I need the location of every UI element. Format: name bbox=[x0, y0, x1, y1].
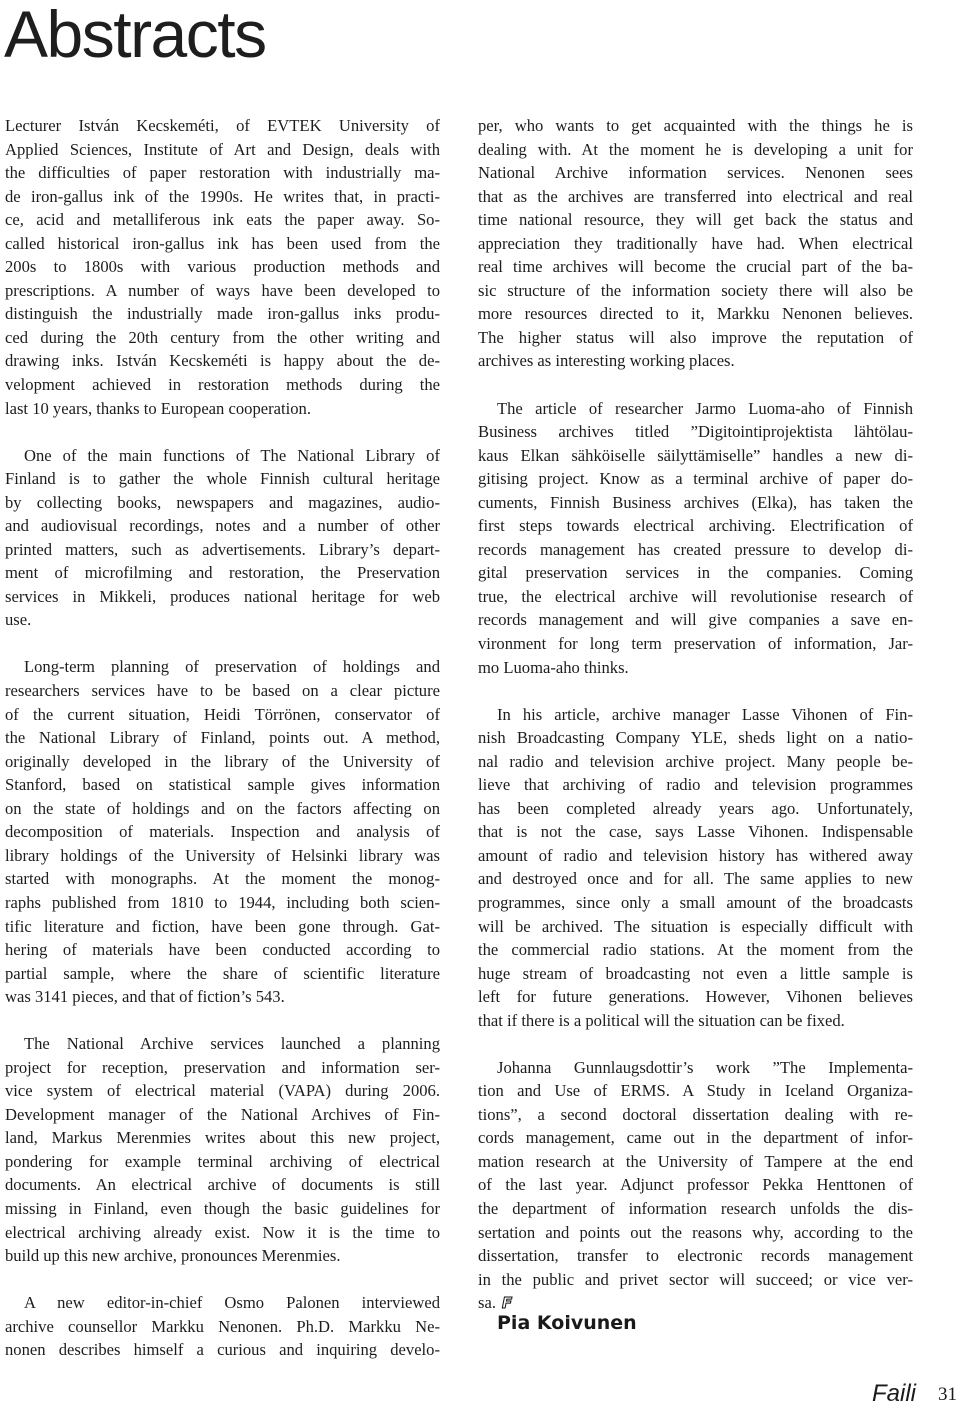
text-line: decomposition of materials. Inspection and analysis of bbox=[5, 822, 440, 842]
text-line: printed matters, such as advertisements. Library’s depart- bbox=[5, 539, 440, 559]
end-mark-icon: F bbox=[501, 1294, 513, 1313]
text-line: and audiovisual recordings, notes and a number of other bbox=[5, 516, 440, 536]
text-line: build up this new archive, pronounces Merenmies. bbox=[5, 1246, 341, 1266]
text-line: time national resource, they will get back the status and bbox=[478, 210, 913, 230]
text-line: velopment achieved in restoration methods during the bbox=[5, 375, 440, 395]
text-line: real time archives will become the crucial part of the ba- bbox=[478, 257, 913, 277]
text-line: de iron-gallus ink of the 1990s. He writes that, in practi- bbox=[5, 186, 440, 206]
text-line: Long-term planning of preservation of holdings and bbox=[24, 657, 440, 677]
text-line: dissertation, transfer to electronic records management bbox=[478, 1246, 913, 1266]
text-line: gital preservation services in the companies. Coming bbox=[478, 563, 913, 583]
text-line: The article of researcher Jarmo Luoma-aho of Finnish bbox=[497, 398, 913, 418]
text-line: land, Markus Merenmies writes about this new project, bbox=[5, 1128, 440, 1148]
text-line: The National Archive services launched a planning bbox=[24, 1034, 440, 1054]
text-line: A new editor-in-chief Osmo Palonen interviewed bbox=[24, 1293, 440, 1313]
abstract-paragraph bbox=[478, 397, 913, 680]
text-line: true, the electrical archive will revolutionise research of bbox=[478, 586, 913, 606]
abstract-paragraph bbox=[478, 114, 913, 373]
text-line: prescriptions. A number of ways have been developed to bbox=[5, 280, 440, 300]
text-line: that as the archives are transferred into electrical and real bbox=[478, 186, 913, 206]
text-line: cords management, came out in the department of infor- bbox=[478, 1128, 913, 1148]
text-line: archives as interesting working places. bbox=[478, 351, 735, 371]
text-line: drawing inks. István Kecskeméti is happy about the de- bbox=[5, 351, 440, 371]
text-line: was 3141 pieces, and that of fiction’s 543. bbox=[5, 987, 285, 1007]
text-line: archive counsellor Markku Nenonen. Ph.D. Markku Ne- bbox=[5, 1316, 440, 1336]
text-line: distinguish the industrially made iron-gallus inks produ- bbox=[5, 304, 440, 324]
text-line: more resources directed to it, Markku Nenonen believes. bbox=[478, 304, 913, 324]
text-line: the difficulties of paper restoration with industrially ma- bbox=[5, 163, 440, 183]
text-line: pondering for example terminal archiving of electrical bbox=[5, 1151, 440, 1171]
author-name: Pia Koivunen bbox=[497, 1312, 637, 1334]
text-line: that is not the case, says Lasse Vihonen. Indispensable bbox=[478, 822, 913, 842]
abstract-paragraph bbox=[5, 114, 440, 420]
text-line: researchers services have to be based on a clear picture bbox=[5, 681, 440, 701]
text-line: started with monographs. At the moment the monog- bbox=[5, 869, 440, 889]
text-line: records management and will give companies a save en- bbox=[478, 610, 913, 630]
text-line: vice system of electrical material (VAPA) during 2006. bbox=[5, 1081, 440, 1101]
text-line: project for reception, preservation and information ser- bbox=[5, 1057, 440, 1077]
abstract-paragraph bbox=[478, 703, 913, 1033]
page-title: Abstracts bbox=[4, 0, 266, 71]
text-line: Applied Sciences, Institute of Art and Design, deals with bbox=[5, 139, 440, 159]
text-line: the National Library of Finland, points out. A method, bbox=[5, 728, 440, 748]
text-line: electrical archiving already exist. Now it is the time to bbox=[5, 1222, 440, 1242]
text-line: library holdings of the University of Helsinki library was bbox=[5, 845, 440, 865]
text-line: first steps towards electrical archiving. Electrification of bbox=[478, 516, 913, 536]
text-line: called historical iron-gallus ink has been used from the bbox=[5, 233, 440, 253]
abstract-paragraph bbox=[5, 1032, 440, 1267]
text-line: vironment for long term preservation of information, Jar- bbox=[478, 633, 913, 653]
right-column bbox=[478, 114, 913, 1338]
text-line: ce, acid and metalliferous ink eats the paper away. So- bbox=[5, 210, 440, 230]
text-line: gitising project. Know as a terminal archive of paper do- bbox=[478, 469, 913, 489]
text-line: partial sample, where the share of scientific literature bbox=[5, 963, 440, 983]
text-line: tions”, a second doctoral dissertation dealing with re- bbox=[478, 1104, 913, 1124]
text-line: will be archived. The situation is especially difficult with bbox=[478, 916, 913, 936]
text-line: raphs published from 1810 to 1944, including both scien- bbox=[5, 892, 440, 912]
text-line: nal radio and television archive project. Many people be- bbox=[478, 751, 913, 771]
text-line: records management has created pressure to develop di- bbox=[478, 539, 913, 559]
text-line: cuments, Finnish Business archives (Elka), has taken the bbox=[478, 492, 913, 512]
text-line: Stanford, based on statistical sample gives information bbox=[5, 775, 440, 795]
text-line: 200s to 1800s with various production methods and bbox=[5, 257, 440, 277]
left-column bbox=[5, 114, 440, 1385]
text-line: lieve that archiving of radio and television programmes bbox=[478, 775, 913, 795]
abstract-paragraph bbox=[478, 1056, 913, 1315]
text-line: the department of information research unfolds the dis- bbox=[478, 1199, 913, 1219]
page-number: 31 bbox=[938, 1384, 957, 1405]
text-line: amount of radio and television history has withered away bbox=[478, 845, 913, 865]
abstract-paragraph bbox=[5, 655, 440, 1008]
text-line: One of the main functions of The National Library of bbox=[24, 445, 440, 465]
text-line-content: sa. bbox=[478, 1293, 496, 1313]
text-line: sic structure of the information society there will also be bbox=[478, 280, 913, 300]
text-line: Business archives titled ”Digitointiprojektista lähtölau- bbox=[478, 422, 913, 442]
text-line: programmes, since only a small amount of the broadcasts bbox=[478, 892, 913, 912]
text-line: tion and Use of ERMS. A Study in Iceland Organiza- bbox=[478, 1081, 913, 1101]
text-line: of the current situation, Heidi Törrönen, conservator of bbox=[5, 704, 440, 724]
text-line: on the state of holdings and on the factors affecting on bbox=[5, 798, 440, 818]
text-line: nish Broadcasting Company YLE, sheds light on a natio- bbox=[478, 728, 913, 748]
text-line: use. bbox=[5, 610, 32, 630]
footer-brand: Faili bbox=[872, 1380, 917, 1407]
text-line: that if there is a political will the situation can be fixed. bbox=[478, 1010, 845, 1030]
text-line: huge stream of broadcasting not even a little sample is bbox=[478, 963, 913, 983]
text-line: in the public and privet sector will succeed; or vice ver- bbox=[478, 1269, 913, 1289]
text-line: appreciation they traditionally have had. When electrical bbox=[478, 233, 913, 253]
text-line: missing in Finland, even though the basic guidelines for bbox=[5, 1199, 440, 1219]
text-line: ment of microfilming and restoration, the Preservation bbox=[5, 563, 440, 583]
abstract-paragraph bbox=[5, 1291, 440, 1362]
text-line: Development manager of the National Archives of Fin- bbox=[5, 1104, 440, 1124]
text-line: Lecturer István Kecskeméti, of EVTEK University of bbox=[5, 116, 440, 135]
text-line: has been completed already years ago. Unfortunately, bbox=[478, 798, 913, 818]
text-line: Johanna Gunnlaugsdottir’s work ”The Implementa- bbox=[497, 1057, 913, 1077]
text-line: sertation and points out the reasons why, according to the bbox=[478, 1222, 913, 1242]
text-line: dealing with. At the moment he is developing a unit for bbox=[478, 139, 913, 159]
text-line: services in Mikkeli, produces national heritage for web bbox=[5, 586, 440, 606]
text-line: hering of materials have been conducted according to bbox=[5, 940, 440, 960]
text-line: Finland is to gather the whole Finnish cultural heritage bbox=[5, 469, 440, 489]
text-line: of the last year. Adjunct professor Pekka Henttonen of bbox=[478, 1175, 913, 1195]
text-line: originally developed in the library of the University of bbox=[5, 751, 440, 771]
text-line: The higher status will also improve the reputation of bbox=[478, 327, 913, 347]
text-line: In his article, archive manager Lasse Vihonen of Fin- bbox=[497, 704, 913, 724]
text-line: tific literature and fiction, have been gone through. Gat- bbox=[5, 916, 440, 936]
text-line: the commercial radio stations. At the moment from the bbox=[478, 940, 913, 960]
text-line: kaus Elkan sähköiselle säilyttämiselle” handles a new di- bbox=[478, 445, 913, 465]
abstract-paragraph bbox=[5, 444, 440, 632]
text-line: by collecting books, newspapers and magazines, audio- bbox=[5, 492, 440, 512]
text-line: per, who wants to get acquainted with the things he is bbox=[478, 116, 913, 135]
text-line: last 10 years, thanks to European cooperation. bbox=[5, 398, 311, 418]
text-line: mation research at the University of Tampere at the end bbox=[478, 1151, 913, 1171]
text-line: documents. An electrical archive of documents is still bbox=[5, 1175, 440, 1195]
text-line: and destroyed once and for all. The same applies to new bbox=[478, 869, 913, 889]
text-line: National Archive information services. Nenonen sees bbox=[478, 163, 913, 183]
text-line: nonen describes himself a curious and inquiring develo- bbox=[5, 1340, 440, 1360]
text-line: ced during the 20th century from the other writing and bbox=[5, 327, 440, 347]
text-line: mo Luoma-aho thinks. bbox=[478, 657, 629, 677]
text-line: left for future generations. However, Vihonen believes bbox=[478, 987, 913, 1007]
